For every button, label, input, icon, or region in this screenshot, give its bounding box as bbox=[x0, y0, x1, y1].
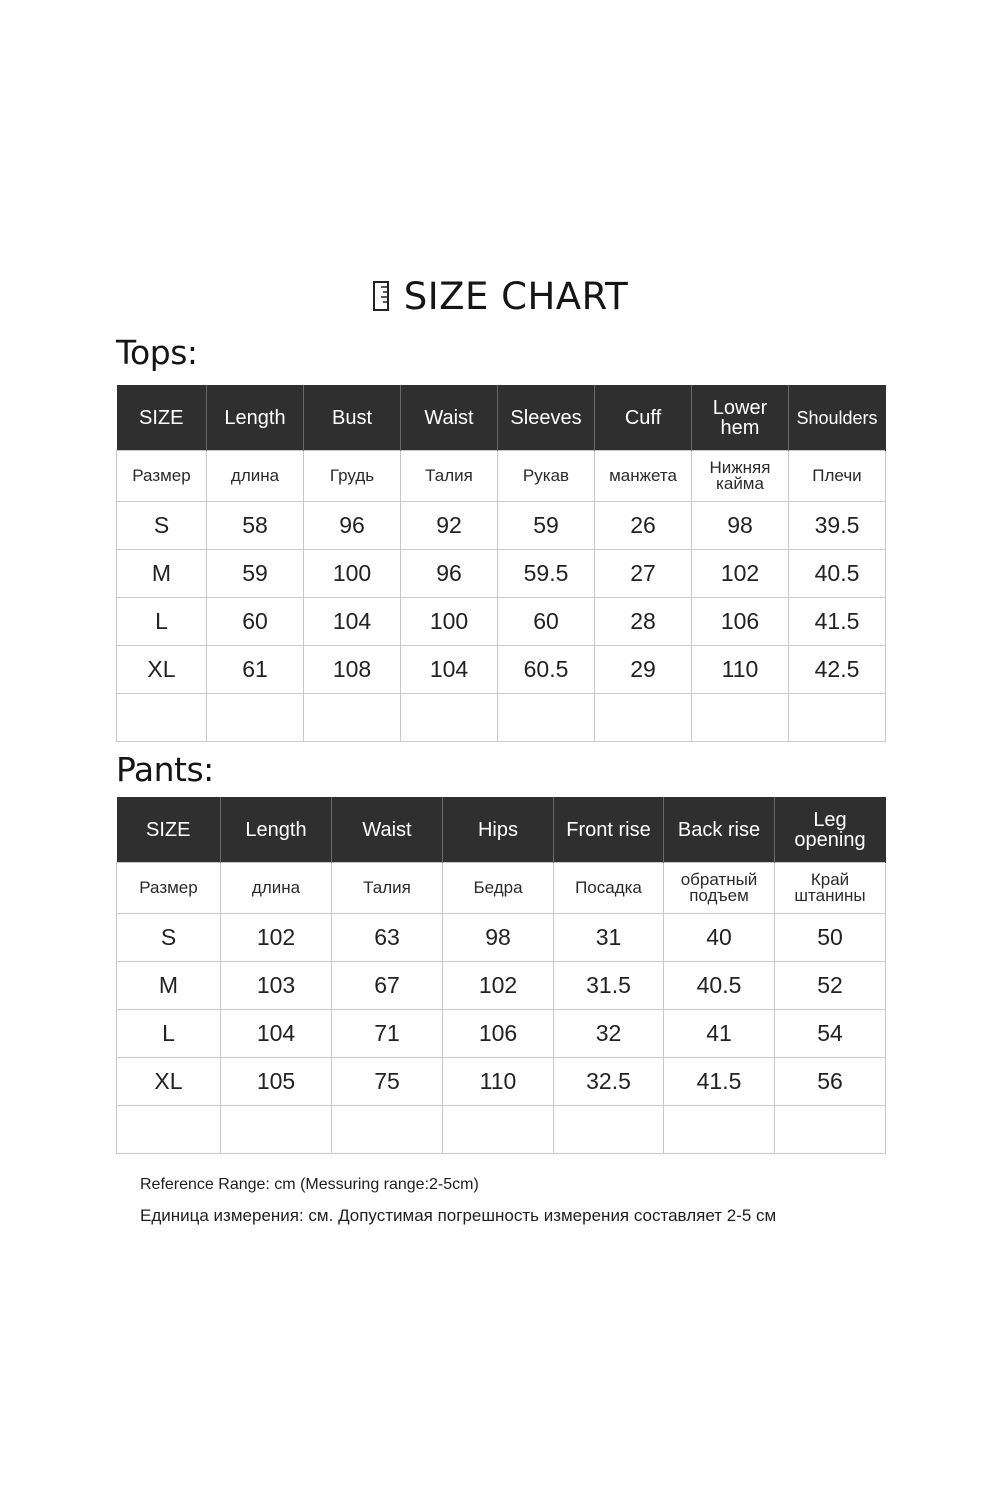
table-cell: 59.5 bbox=[498, 550, 595, 598]
table-cell: длина bbox=[207, 451, 304, 502]
tops-header-row bbox=[117, 386, 886, 451]
table-cell: 40 bbox=[664, 914, 775, 962]
table-cell: 59 bbox=[498, 502, 595, 550]
table-cell: 26 bbox=[595, 502, 692, 550]
table-cell: 60.5 bbox=[498, 646, 595, 694]
table-cell: 75 bbox=[332, 1058, 443, 1106]
table-cell: L bbox=[117, 1010, 221, 1058]
empty-cell bbox=[554, 1106, 664, 1154]
table-cell: 41.5 bbox=[789, 598, 886, 646]
table-cell: 63 bbox=[332, 914, 443, 962]
reference-range-note: Reference Range: cm (Messuring range:2-5cm) bbox=[140, 1176, 479, 1193]
table-cell: 60 bbox=[207, 598, 304, 646]
table-cell: 106 bbox=[692, 598, 789, 646]
tops-header-length: Length bbox=[207, 386, 304, 451]
table-cell: 42.5 bbox=[789, 646, 886, 694]
table-cell: 40.5 bbox=[789, 550, 886, 598]
table-cell: 106 bbox=[443, 1010, 554, 1058]
table-cell: 96 bbox=[304, 502, 401, 550]
table-cell: L bbox=[117, 598, 207, 646]
table-row bbox=[117, 1010, 886, 1058]
table-cell: Рукав bbox=[498, 451, 595, 502]
table-row bbox=[117, 502, 886, 550]
empty-cell bbox=[332, 1106, 443, 1154]
empty-cell bbox=[117, 1106, 221, 1154]
table-row bbox=[117, 1058, 886, 1106]
table-cell: 110 bbox=[692, 646, 789, 694]
pants-header-hips: Hips bbox=[443, 798, 554, 863]
table-cell: Грудь bbox=[304, 451, 401, 502]
table-cell: Размер bbox=[117, 863, 221, 914]
table-cell: 102 bbox=[692, 550, 789, 598]
table-cell: 104 bbox=[221, 1010, 332, 1058]
table-cell: 96 bbox=[401, 550, 498, 598]
table-cell: 41.5 bbox=[664, 1058, 775, 1106]
tops-header-lower-hem: Lower hem bbox=[692, 386, 789, 451]
table-cell: 39.5 bbox=[789, 502, 886, 550]
table-cell: 32 bbox=[554, 1010, 664, 1058]
tops-russian-header-row bbox=[117, 451, 886, 502]
table-cell: Посадка bbox=[554, 863, 664, 914]
pants-header-leg-opening: Leg opening bbox=[775, 798, 886, 863]
table-cell: 110 bbox=[443, 1058, 554, 1106]
table-cell: M bbox=[117, 962, 221, 1010]
table-cell: 28 bbox=[595, 598, 692, 646]
empty-cell bbox=[692, 694, 789, 742]
table-cell: 92 bbox=[401, 502, 498, 550]
table-cell: 104 bbox=[401, 646, 498, 694]
page-title: SIZE CHART bbox=[403, 274, 629, 318]
pants-header-waist: Waist bbox=[332, 798, 443, 863]
empty-table-row bbox=[117, 1106, 886, 1154]
empty-cell bbox=[304, 694, 401, 742]
table-cell: 31.5 bbox=[554, 962, 664, 1010]
pants-heading: Pants: bbox=[116, 750, 214, 789]
table-cell: 103 bbox=[221, 962, 332, 1010]
table-cell: 98 bbox=[443, 914, 554, 962]
table-cell: 71 bbox=[332, 1010, 443, 1058]
table-cell: S bbox=[117, 914, 221, 962]
empty-cell bbox=[595, 694, 692, 742]
tops-header-waist: Waist bbox=[401, 386, 498, 451]
ruler-icon bbox=[372, 281, 390, 311]
size-chart-title bbox=[0, 270, 1000, 322]
empty-cell bbox=[443, 1106, 554, 1154]
tops-size-table bbox=[116, 385, 886, 742]
table-cell: Талия bbox=[332, 863, 443, 914]
table-row bbox=[117, 550, 886, 598]
table-cell: 52 bbox=[775, 962, 886, 1010]
table-cell: 61 bbox=[207, 646, 304, 694]
pants-header-row bbox=[117, 798, 886, 863]
table-cell: 67 bbox=[332, 962, 443, 1010]
table-cell: 56 bbox=[775, 1058, 886, 1106]
table-cell: 58 bbox=[207, 502, 304, 550]
table-cell: 108 bbox=[304, 646, 401, 694]
pants-header-back-rise: Back rise bbox=[664, 798, 775, 863]
table-cell: 54 bbox=[775, 1010, 886, 1058]
table-cell: обратный подъем bbox=[664, 863, 775, 914]
table-cell: 32.5 bbox=[554, 1058, 664, 1106]
empty-cell bbox=[207, 694, 304, 742]
table-cell: манжета bbox=[595, 451, 692, 502]
table-row bbox=[117, 646, 886, 694]
empty-table-row bbox=[117, 694, 886, 742]
tops-header-cuff: Cuff bbox=[595, 386, 692, 451]
table-cell: 31 bbox=[554, 914, 664, 962]
pants-header-length: Length bbox=[221, 798, 332, 863]
table-cell: M bbox=[117, 550, 207, 598]
tops-header-size: SIZE bbox=[117, 386, 207, 451]
tops-header-bust: Bust bbox=[304, 386, 401, 451]
pants-size-table bbox=[116, 797, 886, 1154]
pants-header-front-rise: Front rise bbox=[554, 798, 664, 863]
table-cell: длина bbox=[221, 863, 332, 914]
table-cell: S bbox=[117, 502, 207, 550]
empty-cell bbox=[401, 694, 498, 742]
table-cell: 100 bbox=[304, 550, 401, 598]
pants-russian-header-row bbox=[117, 863, 886, 914]
table-cell: 105 bbox=[221, 1058, 332, 1106]
table-cell: 59 bbox=[207, 550, 304, 598]
empty-cell bbox=[664, 1106, 775, 1154]
empty-cell bbox=[498, 694, 595, 742]
empty-cell bbox=[221, 1106, 332, 1154]
table-row bbox=[117, 598, 886, 646]
table-row bbox=[117, 914, 886, 962]
table-cell: 102 bbox=[221, 914, 332, 962]
table-row bbox=[117, 962, 886, 1010]
table-cell: 29 bbox=[595, 646, 692, 694]
table-cell: Размер bbox=[117, 451, 207, 502]
tops-header-sleeves: Sleeves bbox=[498, 386, 595, 451]
table-cell: Талия bbox=[401, 451, 498, 502]
table-cell: 27 bbox=[595, 550, 692, 598]
table-cell: 104 bbox=[304, 598, 401, 646]
tops-heading: Tops: bbox=[116, 333, 198, 372]
table-cell: 40.5 bbox=[664, 962, 775, 1010]
table-cell: 60 bbox=[498, 598, 595, 646]
table-cell: 41 bbox=[664, 1010, 775, 1058]
tops-header-shoulders: Shoulders bbox=[789, 386, 886, 451]
table-cell: 50 bbox=[775, 914, 886, 962]
table-cell: 98 bbox=[692, 502, 789, 550]
pants-header-size: SIZE bbox=[117, 798, 221, 863]
table-cell: Бедра bbox=[443, 863, 554, 914]
reference-range-note-russian: Единица измерения: см. Допустимая погрешность измерения составляет 2-5 см bbox=[140, 1206, 777, 1225]
empty-cell bbox=[789, 694, 886, 742]
empty-cell bbox=[117, 694, 207, 742]
table-cell: 100 bbox=[401, 598, 498, 646]
table-cell: 102 bbox=[443, 962, 554, 1010]
table-cell: Край штанины bbox=[775, 863, 886, 914]
table-cell: XL bbox=[117, 1058, 221, 1106]
empty-cell bbox=[775, 1106, 886, 1154]
table-cell: XL bbox=[117, 646, 207, 694]
table-cell: Плечи bbox=[789, 451, 886, 502]
table-cell: Нижняя кайма bbox=[692, 451, 789, 502]
